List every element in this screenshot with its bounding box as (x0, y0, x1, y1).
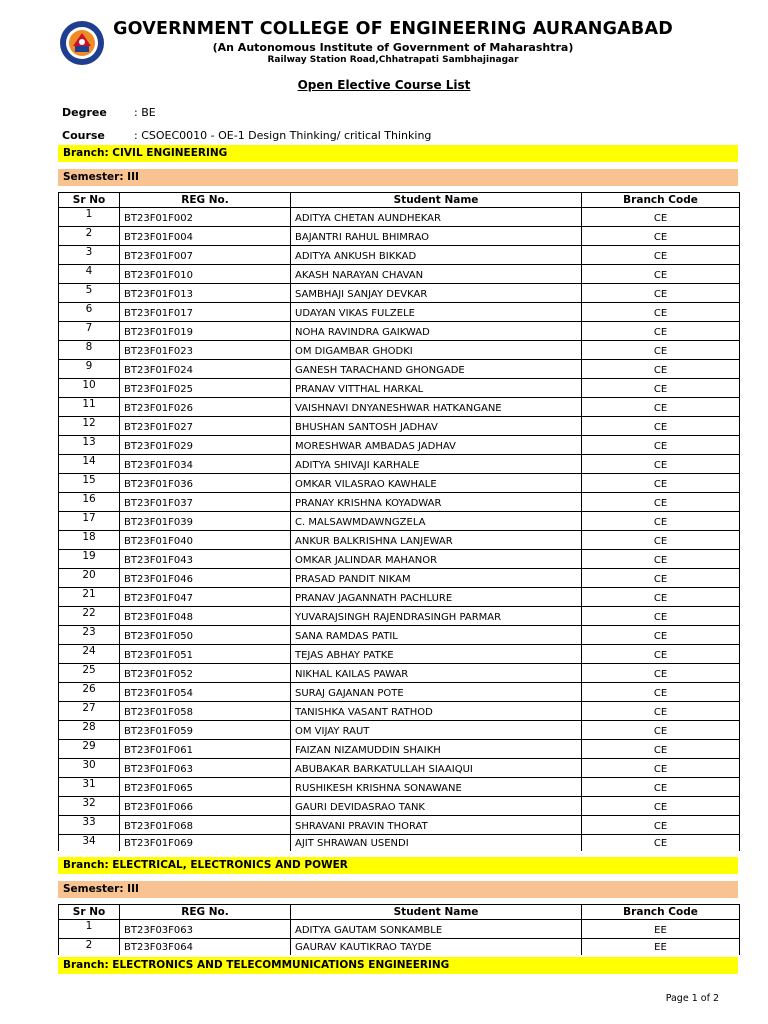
table-row (59, 645, 740, 664)
sr-no-cell: 21 (59, 588, 120, 607)
student-name-cell: PRANAV JAGANNATH PACHLURE (291, 588, 582, 607)
branch-code-cell: CE (582, 512, 740, 531)
table-row (59, 740, 740, 759)
reg-no-cell: BT23F01F043 (120, 550, 291, 569)
table-row (59, 626, 740, 645)
branch-code-cell: CE (582, 797, 740, 816)
college-name: GOVERNMENT COLLEGE OF ENGINEERING AURANGABAD (113, 19, 673, 39)
reg-no-cell: BT23F01F046 (120, 569, 291, 588)
branch-code-cell: CE (582, 569, 740, 588)
student-name-cell: UDAYAN VIKAS FULZELE (291, 303, 582, 322)
college-address: Railway Station Road,Chhatrapati Sambhajinagar (267, 55, 519, 65)
student-name-cell: GANESH TARACHAND GHONGADE (291, 360, 582, 379)
branch-code-cell: CE (582, 493, 740, 512)
reg-no-cell: BT23F01F024 (120, 360, 291, 379)
reg-no-cell: BT23F01F069 (120, 835, 291, 852)
student-name-cell: OMKAR VILASRAO KAWHALE (291, 474, 582, 493)
reg-no-cell: BT23F01F007 (120, 246, 291, 265)
table-row (59, 379, 740, 398)
sr-no-cell: 2 (59, 939, 120, 956)
student-name-cell: SURAJ GAJANAN POTE (291, 683, 582, 702)
student-name-cell: OM VIJAY RAUT (291, 721, 582, 740)
branch-header-electrical: Branch: ELECTRICAL, ELECTRONICS AND POWER (58, 857, 738, 874)
sr-no-cell: 6 (59, 303, 120, 322)
reg-no-cell: BT23F01F059 (120, 721, 291, 740)
sr-no-cell: 7 (59, 322, 120, 341)
table-row (59, 588, 740, 607)
branch-code-cell: CE (582, 531, 740, 550)
reg-no-cell: BT23F01F037 (120, 493, 291, 512)
table-row (59, 759, 740, 778)
table-row (59, 939, 740, 956)
branch-code-cell: CE (582, 227, 740, 246)
sr-no-cell: 1 (59, 208, 120, 227)
col-sr-no: Sr No (59, 193, 120, 208)
branch-code-cell: CE (582, 626, 740, 645)
table-row (59, 778, 740, 797)
reg-no-cell: BT23F01F051 (120, 645, 291, 664)
sr-no-cell: 8 (59, 341, 120, 360)
table-row (59, 417, 740, 436)
table-row (59, 493, 740, 512)
sr-no-cell: 2 (59, 227, 120, 246)
sr-no-cell: 26 (59, 683, 120, 702)
reg-no-cell: BT23F03F064 (120, 939, 291, 956)
sr-no-cell: 29 (59, 740, 120, 759)
branch-code-cell: CE (582, 246, 740, 265)
branch-code-cell: CE (582, 816, 740, 835)
student-name-cell: MORESHWAR AMBADAS JADHAV (291, 436, 582, 455)
branch-code-cell: CE (582, 398, 740, 417)
table-row (59, 360, 740, 379)
sr-no-cell: 11 (59, 398, 120, 417)
degree-value: : BE (134, 106, 156, 119)
table-row (59, 721, 740, 740)
sr-no-cell: 10 (59, 379, 120, 398)
sr-no-cell: 33 (59, 816, 120, 835)
document-title: Open Elective Course List (297, 78, 471, 92)
branch-code-cell: CE (582, 265, 740, 284)
semester-header-electrical: Semester: III (58, 881, 738, 898)
student-table-electrical (58, 904, 740, 955)
student-name-cell: RUSHIKESH KRISHNA SONAWANE (291, 778, 582, 797)
branch-header-entc: Branch: ELECTRONICS AND TELECOMMUNICATIONS ENGINEERING (58, 957, 738, 974)
branch-code-cell: CE (582, 474, 740, 493)
reg-no-cell: BT23F01F023 (120, 341, 291, 360)
sr-no-cell: 23 (59, 626, 120, 645)
col-reg-no: REG No. (120, 193, 291, 208)
table-row (59, 208, 740, 227)
student-name-cell: SANA RAMDAS PATIL (291, 626, 582, 645)
student-name-cell: GAURAV KAUTIKRAO TAYDE (291, 939, 582, 956)
branch-code-cell: CE (582, 341, 740, 360)
branch-code-cell: EE (582, 920, 740, 939)
col-branch-code: Branch Code (582, 193, 740, 208)
reg-no-cell: BT23F01F048 (120, 607, 291, 626)
student-name-cell: VAISHNAVI DNYANESHWAR HATKANGANE (291, 398, 582, 417)
student-name-cell: TEJAS ABHAY PATKE (291, 645, 582, 664)
table-row (59, 702, 740, 721)
reg-no-cell: BT23F01F029 (120, 436, 291, 455)
reg-no-cell: BT23F01F004 (120, 227, 291, 246)
sr-no-cell: 14 (59, 455, 120, 474)
table-row (59, 835, 740, 852)
reg-no-cell: BT23F01F010 (120, 265, 291, 284)
student-table-civil (58, 192, 740, 851)
table-row (59, 322, 740, 341)
col-student-name: Student Name (291, 905, 582, 920)
student-name-cell: OMKAR JALINDAR MAHANOR (291, 550, 582, 569)
student-name-cell: ADITYA SHIVAJI KARHALE (291, 455, 582, 474)
branch-code-cell: CE (582, 740, 740, 759)
sr-no-cell: 31 (59, 778, 120, 797)
reg-no-cell: BT23F01F027 (120, 417, 291, 436)
sr-no-cell: 9 (59, 360, 120, 379)
table-row (59, 246, 740, 265)
table-row (59, 303, 740, 322)
sr-no-cell: 3 (59, 246, 120, 265)
reg-no-cell: BT23F01F019 (120, 322, 291, 341)
branch-code-cell: CE (582, 208, 740, 227)
sr-no-cell: 13 (59, 436, 120, 455)
degree-label: Degree (62, 106, 107, 119)
table-row (59, 341, 740, 360)
reg-no-cell: BT23F01F061 (120, 740, 291, 759)
table-row (59, 474, 740, 493)
table-row (59, 398, 740, 417)
reg-no-cell: BT23F01F066 (120, 797, 291, 816)
student-name-cell: OM DIGAMBAR GHODKI (291, 341, 582, 360)
branch-code-cell: CE (582, 664, 740, 683)
student-name-cell: SAMBHAJI SANJAY DEVKAR (291, 284, 582, 303)
branch-code-cell: CE (582, 284, 740, 303)
student-name-cell: AJIT SHRAWAN USENDI (291, 835, 582, 852)
branch-code-cell: CE (582, 360, 740, 379)
sr-no-cell: 34 (59, 835, 120, 852)
branch-code-cell: CE (582, 721, 740, 740)
sr-no-cell: 24 (59, 645, 120, 664)
table-row (59, 455, 740, 474)
sr-no-cell: 16 (59, 493, 120, 512)
reg-no-cell: BT23F01F025 (120, 379, 291, 398)
branch-code-cell: CE (582, 436, 740, 455)
student-name-cell: PRANAY KRISHNA KOYADWAR (291, 493, 582, 512)
reg-no-cell: BT23F01F013 (120, 284, 291, 303)
student-name-cell: ANKUR BALKRISHNA LANJEWAR (291, 531, 582, 550)
branch-code-cell: CE (582, 322, 740, 341)
reg-no-cell: BT23F01F047 (120, 588, 291, 607)
table-row (59, 664, 740, 683)
sr-no-cell: 15 (59, 474, 120, 493)
table-row (59, 284, 740, 303)
student-name-cell: GAURI DEVIDASRAO TANK (291, 797, 582, 816)
sr-no-cell: 25 (59, 664, 120, 683)
table-row (59, 920, 740, 939)
branch-code-cell: CE (582, 702, 740, 721)
branch-code-cell: CE (582, 588, 740, 607)
sr-no-cell: 17 (59, 512, 120, 531)
reg-no-cell: BT23F01F034 (120, 455, 291, 474)
reg-no-cell: BT23F01F063 (120, 759, 291, 778)
branch-code-cell: CE (582, 645, 740, 664)
table-row (59, 436, 740, 455)
reg-no-cell: BT23F01F040 (120, 531, 291, 550)
reg-no-cell: BT23F01F065 (120, 778, 291, 797)
reg-no-cell: BT23F03F063 (120, 920, 291, 939)
branch-code-cell: CE (582, 379, 740, 398)
sr-no-cell: 22 (59, 607, 120, 626)
table-row (59, 531, 740, 550)
reg-no-cell: BT23F01F054 (120, 683, 291, 702)
table-row (59, 569, 740, 588)
course-value: : CSOEC0010 - OE-1 Design Thinking/ critical Thinking (134, 129, 432, 142)
reg-no-cell: BT23F01F002 (120, 208, 291, 227)
reg-no-cell: BT23F01F017 (120, 303, 291, 322)
reg-no-cell: BT23F01F052 (120, 664, 291, 683)
reg-no-cell: BT23F01F050 (120, 626, 291, 645)
sr-no-cell: 1 (59, 920, 120, 939)
student-name-cell: ADITYA ANKUSH BIKKAD (291, 246, 582, 265)
col-student-name: Student Name (291, 193, 582, 208)
student-name-cell: BAJANTRI RAHUL BHIMRAO (291, 227, 582, 246)
table-row (59, 550, 740, 569)
table-header-row (59, 905, 740, 920)
sr-no-cell: 30 (59, 759, 120, 778)
table-row (59, 512, 740, 531)
branch-code-cell: CE (582, 550, 740, 569)
col-reg-no: REG No. (120, 905, 291, 920)
reg-no-cell: BT23F01F026 (120, 398, 291, 417)
sr-no-cell: 32 (59, 797, 120, 816)
reg-no-cell: BT23F01F036 (120, 474, 291, 493)
reg-no-cell: BT23F01F068 (120, 816, 291, 835)
student-name-cell: PRANAV VITTHAL HARKAL (291, 379, 582, 398)
table-row (59, 797, 740, 816)
table-row (59, 265, 740, 284)
branch-code-cell: CE (582, 683, 740, 702)
student-name-cell: NIKHAL KAILAS PAWAR (291, 664, 582, 683)
student-name-cell: ABUBAKAR BARKATULLAH SIAAIQUI (291, 759, 582, 778)
table-header-row (59, 193, 740, 208)
branch-code-cell: CE (582, 607, 740, 626)
branch-code-cell: CE (582, 455, 740, 474)
student-name-cell: ADITYA CHETAN AUNDHEKAR (291, 208, 582, 227)
reg-no-cell: BT23F01F039 (120, 512, 291, 531)
student-name-cell: AKASH NARAYAN CHAVAN (291, 265, 582, 284)
branch-code-cell: CE (582, 759, 740, 778)
branch-header-civil: Branch: CIVIL ENGINEERING (58, 145, 738, 162)
student-name-cell: FAIZAN NIZAMUDDIN SHAIKH (291, 740, 582, 759)
page-number: Page 1 of 2 (665, 993, 719, 1004)
student-name-cell: NOHA RAVINDRA GAIKWAD (291, 322, 582, 341)
sr-no-cell: 4 (59, 265, 120, 284)
student-name-cell: TANISHKA VASANT RATHOD (291, 702, 582, 721)
table-row (59, 816, 740, 835)
reg-no-cell: BT23F01F058 (120, 702, 291, 721)
student-name-cell: BHUSHAN SANTOSH JADHAV (291, 417, 582, 436)
sr-no-cell: 28 (59, 721, 120, 740)
student-name-cell: C. MALSAWMDAWNGZELA (291, 512, 582, 531)
student-name-cell: SHRAVANI PRAVIN THORAT (291, 816, 582, 835)
table-row (59, 607, 740, 626)
student-name-cell: YUVARAJSINGH RAJENDRASINGH PARMAR (291, 607, 582, 626)
branch-code-cell: CE (582, 303, 740, 322)
course-label: Course (62, 129, 105, 142)
sr-no-cell: 5 (59, 284, 120, 303)
branch-code-cell: CE (582, 778, 740, 797)
sr-no-cell: 12 (59, 417, 120, 436)
student-name-cell: ADITYA GAUTAM SONKAMBLE (291, 920, 582, 939)
col-branch-code: Branch Code (582, 905, 740, 920)
branch-code-cell: CE (582, 417, 740, 436)
student-name-cell: PRASAD PANDIT NIKAM (291, 569, 582, 588)
sr-no-cell: 19 (59, 550, 120, 569)
table-row (59, 227, 740, 246)
branch-code-cell: CE (582, 835, 740, 852)
sr-no-cell: 20 (59, 569, 120, 588)
col-sr-no: Sr No (59, 905, 120, 920)
branch-code-cell: EE (582, 939, 740, 956)
table-row (59, 683, 740, 702)
sr-no-cell: 27 (59, 702, 120, 721)
sr-no-cell: 18 (59, 531, 120, 550)
semester-header-civil: Semester: III (58, 169, 738, 186)
college-subtitle: (An Autonomous Institute of Government of Maharashtra) (212, 41, 574, 54)
